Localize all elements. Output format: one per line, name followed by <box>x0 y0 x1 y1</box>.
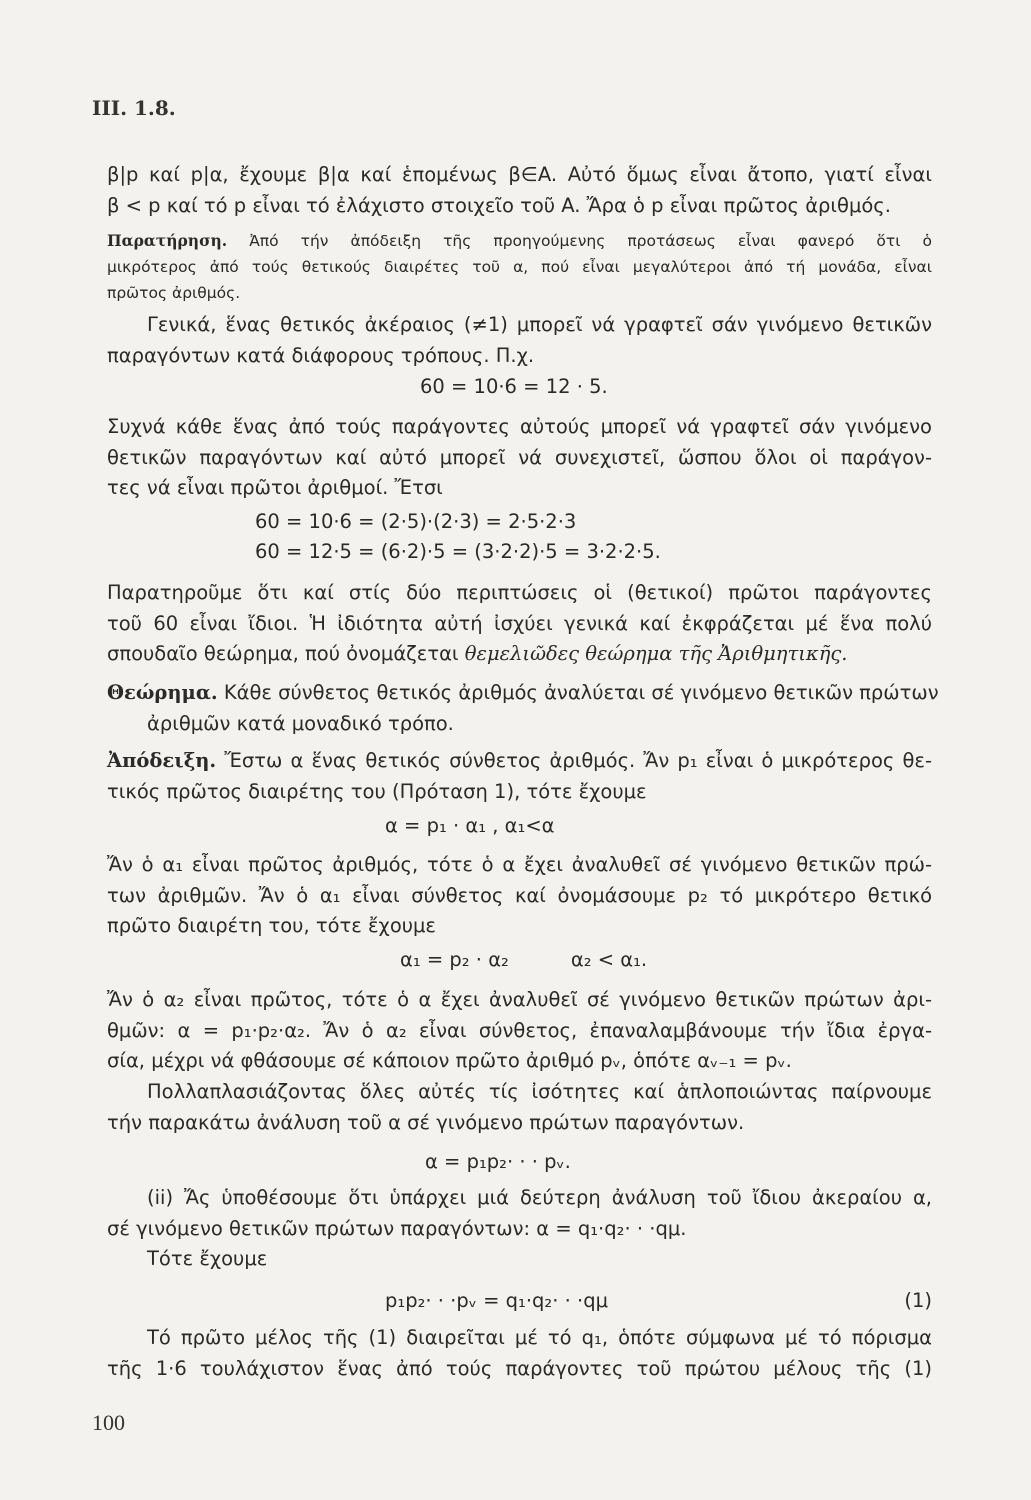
proof-label: Ἀπόδειξη. <box>107 749 217 772</box>
text-line: Ἔστω α ἕνας θετικός σύνθετος ἀριθμός. Ἄν p₁ εἶναι ὁ μικρότερος θε- <box>216 749 932 772</box>
text-line: Πολλαπλασιάζοντας ὅλες αὐτές τίς ἰσότητες καί ἁπλοποιώντας παίρνουμε <box>147 1080 932 1103</box>
text-line: παραγόντων κατά διάφορους τρόπους. Π.χ. <box>107 343 535 367</box>
equation-number: (1) <box>904 1289 932 1312</box>
text-line: β|p καί p|α, ἔχουμε β|α καί ἑπομένως β∈A. Αὐτό ὅμως εἶναι ἄτοπο, γιατί εἶναι <box>107 163 932 186</box>
text-line: Ἄν ὁ α₂ εἶναι πρῶτος, τότε ὁ α ἔχει ἀναλυθεῖ σέ γινόμενο θετικῶν πρώτων ἀρι- <box>107 988 932 1011</box>
text-line: Παρατηροῦμε ὅτι καί στίς δύο περιπτώσεις οἱ (θετικοί) πρῶτοι παράγοντες <box>107 581 932 604</box>
equation-60-c: 60 = 12·5 = (6·2)·5 = (3·2·2)·5 = 3·2·2·5. <box>255 540 661 563</box>
text-line: τοῦ 60 εἶναι ἴδιοι. Ἡ ἰδιότητα αὐτή ἰσχύει γενικά καί ἐκφράζεται μέ ἕνα πολύ <box>107 611 932 635</box>
page-number: 100 <box>92 1410 125 1435</box>
text-line: Συχνά κάθε ἕνας ἀπό τούς παράγοντες αὐτούς μπορεῖ νά γραφτεῖ σάν γινόμενο <box>107 415 932 438</box>
proof-paragraph <box>107 746 932 807</box>
text-line: σπουδαῖο θεώρημα, πού ὀνομάζεται <box>107 642 465 665</box>
text-line: Κάθε σύνθετος θετικός ἀριθμός ἀναλύεται σέ γινόμενο θετικῶν πρώτων <box>217 681 939 704</box>
text-line: τῆς 1·6 τουλάχιστον ἕνας ἀπό τούς παράγοντες τοῦ πρώτου μέλους τῆς (1) <box>107 1356 932 1380</box>
equation-alpha-1: α = p₁ · α₁ , α₁<α <box>385 814 555 837</box>
text-line: πρῶτος ἀριθμός. <box>107 284 241 302</box>
text-line: μικρότερος ἀπό τούς θετικούς διαιρέτες τοῦ α, πού εἶναι μεγαλύτεροι ἀπό τή μονάδα, εἶναι <box>107 258 932 276</box>
remark-paragraph <box>107 228 932 306</box>
text-line: ἀριθμῶν κατά μοναδικό τρόπο. <box>147 711 454 735</box>
text-line: σέ γινόμενο θετικῶν πρώτων παραγόντων: α = q₁·q₂· · ·qμ. <box>107 1216 687 1240</box>
text-line: θμῶν: α = p₁·p₂·α₂. Ἄν ὁ α₂ εἶναι σύνθετος, ἐπαναλαμβάνουμε τήν ἴδια ἐργα- <box>107 1018 932 1042</box>
equation-alpha-2: α₁ = p₂ · α₂ α₂ < α₁. <box>400 948 648 971</box>
text-line: (ii) Ἄς ὑποθέσουμε ὅτι ὑπάρχει μιά δεύτερη ἀνάλυση τοῦ ἴδιου ἀκεραίου α, <box>147 1186 932 1209</box>
equation-60-a: 60 = 10·6 = 12 · 5. <box>420 375 608 398</box>
paragraph-case-a1 <box>107 850 932 942</box>
section-header: III. 1.8. <box>92 96 176 120</box>
paragraph-proof-end <box>107 160 932 221</box>
paragraph-second-factorization <box>107 1183 932 1275</box>
text-line: Τό πρῶτο μέλος τῆς (1) διαιρεῖται μέ τό q₁, ὁπότε σύμφωνα μέ τό πόρισμα <box>147 1326 932 1349</box>
text-line: Ἀπό τήν ἀπόδειξη τῆς προηγούμενης προτάσεως εἶναι φανερό ὅτι ὁ <box>227 232 932 250</box>
text-line: σία, μέχρι νά φθάσουμε σέ κάποιον πρῶτο ἀριθμό pᵥ, ὁπότε αᵥ₋₁ = pᵥ. <box>107 1049 792 1072</box>
theorem-label: Θεώρημα. <box>107 681 218 704</box>
text-line: πρῶτο διαιρέτη του, τότε ἔχουμε <box>107 914 436 937</box>
equation-60-b: 60 = 10·6 = (2·5)·(2·3) = 2·5·2·3 <box>255 510 577 533</box>
paragraph-multiply <box>107 1077 932 1138</box>
paragraph-factors <box>107 412 932 504</box>
paragraph-observe <box>107 578 932 670</box>
equation-factorization: α = p₁p₂· · · pᵥ. <box>425 1150 571 1173</box>
remark-label: Παρατήρηση. <box>107 231 228 250</box>
paragraph-divides <box>107 1323 932 1384</box>
text-line: Γενικά, ἕνας θετικός ἀκέραιος (≠1) μπορεῖ νά γραφτεῖ σάν γινόμενο θετικῶν <box>147 313 932 336</box>
paragraph-case-a2 <box>107 985 932 1077</box>
text-line: Ἄν ὁ α₁ εἶναι πρῶτος ἀριθμός, τότε ὁ α ἔχει ἀναλυθεῖ σέ γινόμενο θετικῶν πρώ- <box>107 853 932 876</box>
equation-1: p₁p₂· · ·pᵥ = q₁·q₂· · ·qμ <box>385 1289 608 1312</box>
theorem-name: θεμελιῶδες θεώρημα τῆς Ἀριθμητικῆς. <box>464 642 848 665</box>
text-line: τικός πρῶτος διαιρέτης του (Πρόταση 1), τότε ἔχουμε <box>107 779 647 803</box>
theorem-statement <box>107 678 939 739</box>
text-line: θετικῶν παραγόντων καί αὐτό μπορεῖ νά συνεχιστεῖ, ὥσπου ὅλοι οἱ παράγον- <box>107 445 932 469</box>
text-line: τες νά εἶναι πρῶτοι ἀριθμοί. Ἔτσι <box>107 476 443 499</box>
text-line: Τότε ἔχουμε <box>147 1247 268 1270</box>
paragraph-general <box>107 310 932 371</box>
text-line: τήν παρακάτω ἀνάλυση τοῦ α σέ γινόμενο πρώτων παραγόντων. <box>107 1110 745 1134</box>
text-line: των ἀριθμῶν. Ἄν ὁ α₁ εἶναι σύνθετος καί ὀνομάσουμε p₂ τό μικρότερο θετικό <box>107 883 932 907</box>
text-line: β < p καί τό p εἶναι τό ἐλάχιστο στοιχεῖο τοῦ A. Ἄρα ὁ p εἶναι πρῶτος ἀριθμός. <box>107 193 891 217</box>
